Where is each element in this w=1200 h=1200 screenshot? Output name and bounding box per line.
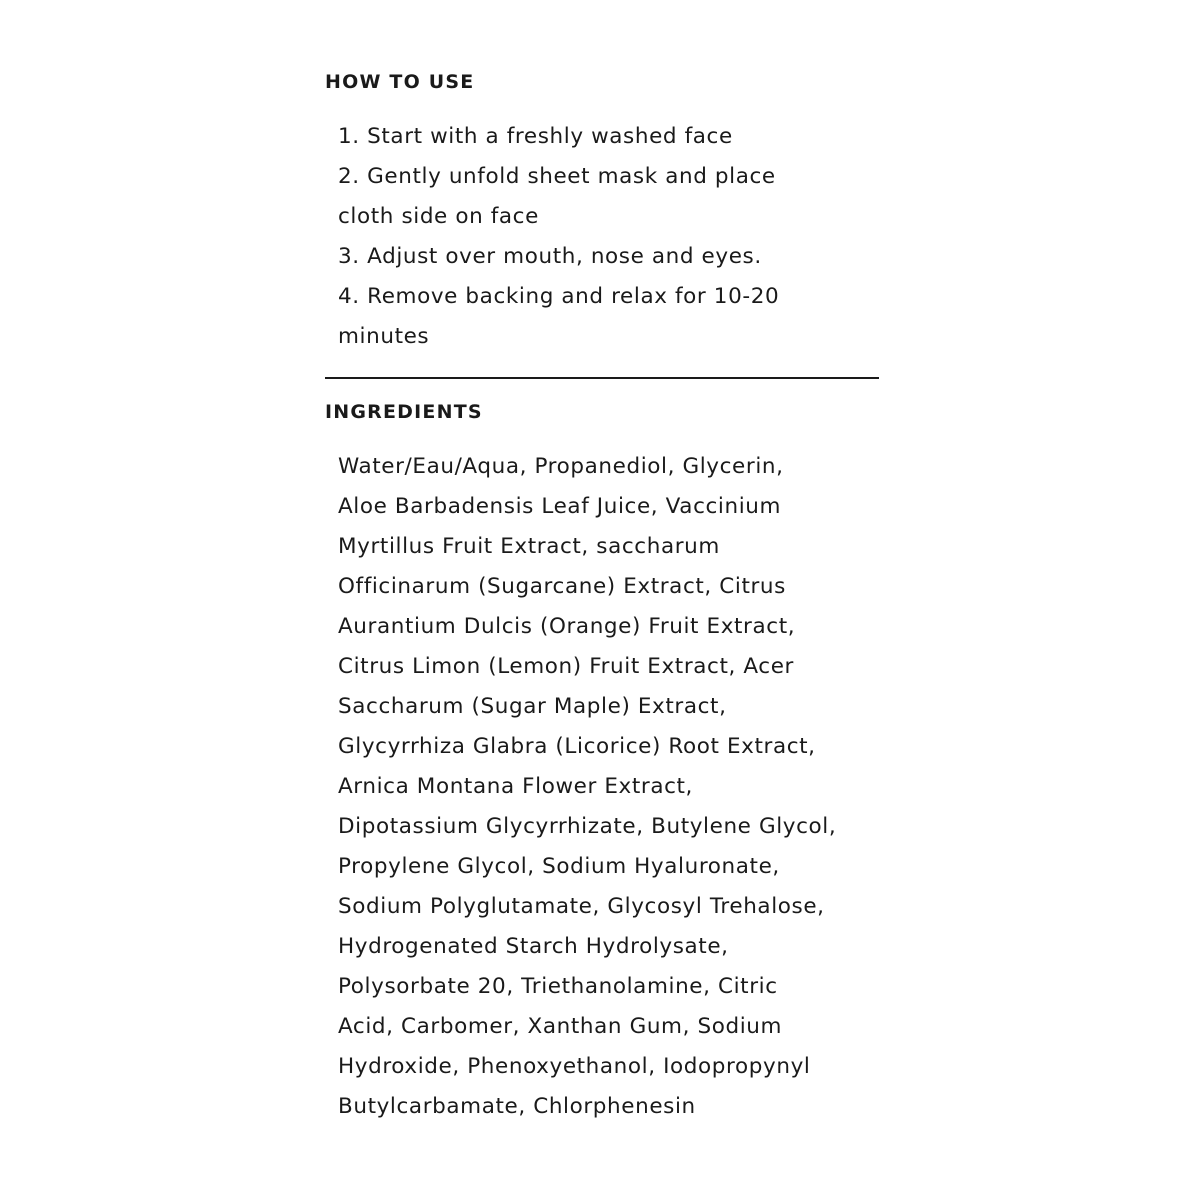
ingredients-line: Butylcarbamate, Chlorphenesin xyxy=(338,1094,696,1119)
ingredients-line: Sodium Polyglutamate, Glycosyl Trehalose, xyxy=(338,894,825,919)
ingredients-line: Myrtillus Fruit Extract, saccharum xyxy=(338,534,720,559)
ingredients-list xyxy=(338,447,878,1127)
ingredients-heading: INGREDIENTS xyxy=(325,401,483,423)
ingredients-line: Water/Eau/Aqua, Propanediol, Glycerin, xyxy=(338,454,784,479)
ingredients-line: Arnica Montana Flower Extract, xyxy=(338,774,693,799)
step-line: 4. Remove backing and relax for 10-20 xyxy=(338,284,780,309)
how-to-use-heading: HOW TO USE xyxy=(325,71,475,93)
ingredients-line: Hydroxide, Phenoxyethanol, Iodopropynyl xyxy=(338,1054,811,1079)
ingredients-line: Propylene Glycol, Sodium Hyaluronate, xyxy=(338,854,780,879)
ingredients-line: Hydrogenated Starch Hydrolysate, xyxy=(338,934,729,959)
ingredients-line: Acid, Carbomer, Xanthan Gum, Sodium xyxy=(338,1014,783,1039)
ingredients-line: Polysorbate 20, Triethanolamine, Citric xyxy=(338,974,778,999)
how-to-use-steps xyxy=(338,117,878,357)
step-line: minutes xyxy=(338,324,430,349)
step-line: 1. Start with a freshly washed face xyxy=(338,124,733,149)
step-line: 3. Adjust over mouth, nose and eyes. xyxy=(338,244,762,269)
ingredients-line: Saccharum (Sugar Maple) Extract, xyxy=(338,694,727,719)
ingredients-line: Officinarum (Sugarcane) Extract, Citrus xyxy=(338,574,786,599)
section-divider xyxy=(325,377,879,379)
step-line: cloth side on face xyxy=(338,204,539,229)
ingredients-line: Aloe Barbadensis Leaf Juice, Vaccinium xyxy=(338,494,782,519)
ingredients-line: Dipotassium Glycyrrhizate, Butylene Glycol, xyxy=(338,814,837,839)
step-line: 2. Gently unfold sheet mask and place xyxy=(338,164,776,189)
ingredients-line: Aurantium Dulcis (Orange) Fruit Extract, xyxy=(338,614,796,639)
ingredients-line: Glycyrrhiza Glabra (Licorice) Root Extract, xyxy=(338,734,816,759)
ingredients-line: Citrus Limon (Lemon) Fruit Extract, Acer xyxy=(338,654,794,679)
